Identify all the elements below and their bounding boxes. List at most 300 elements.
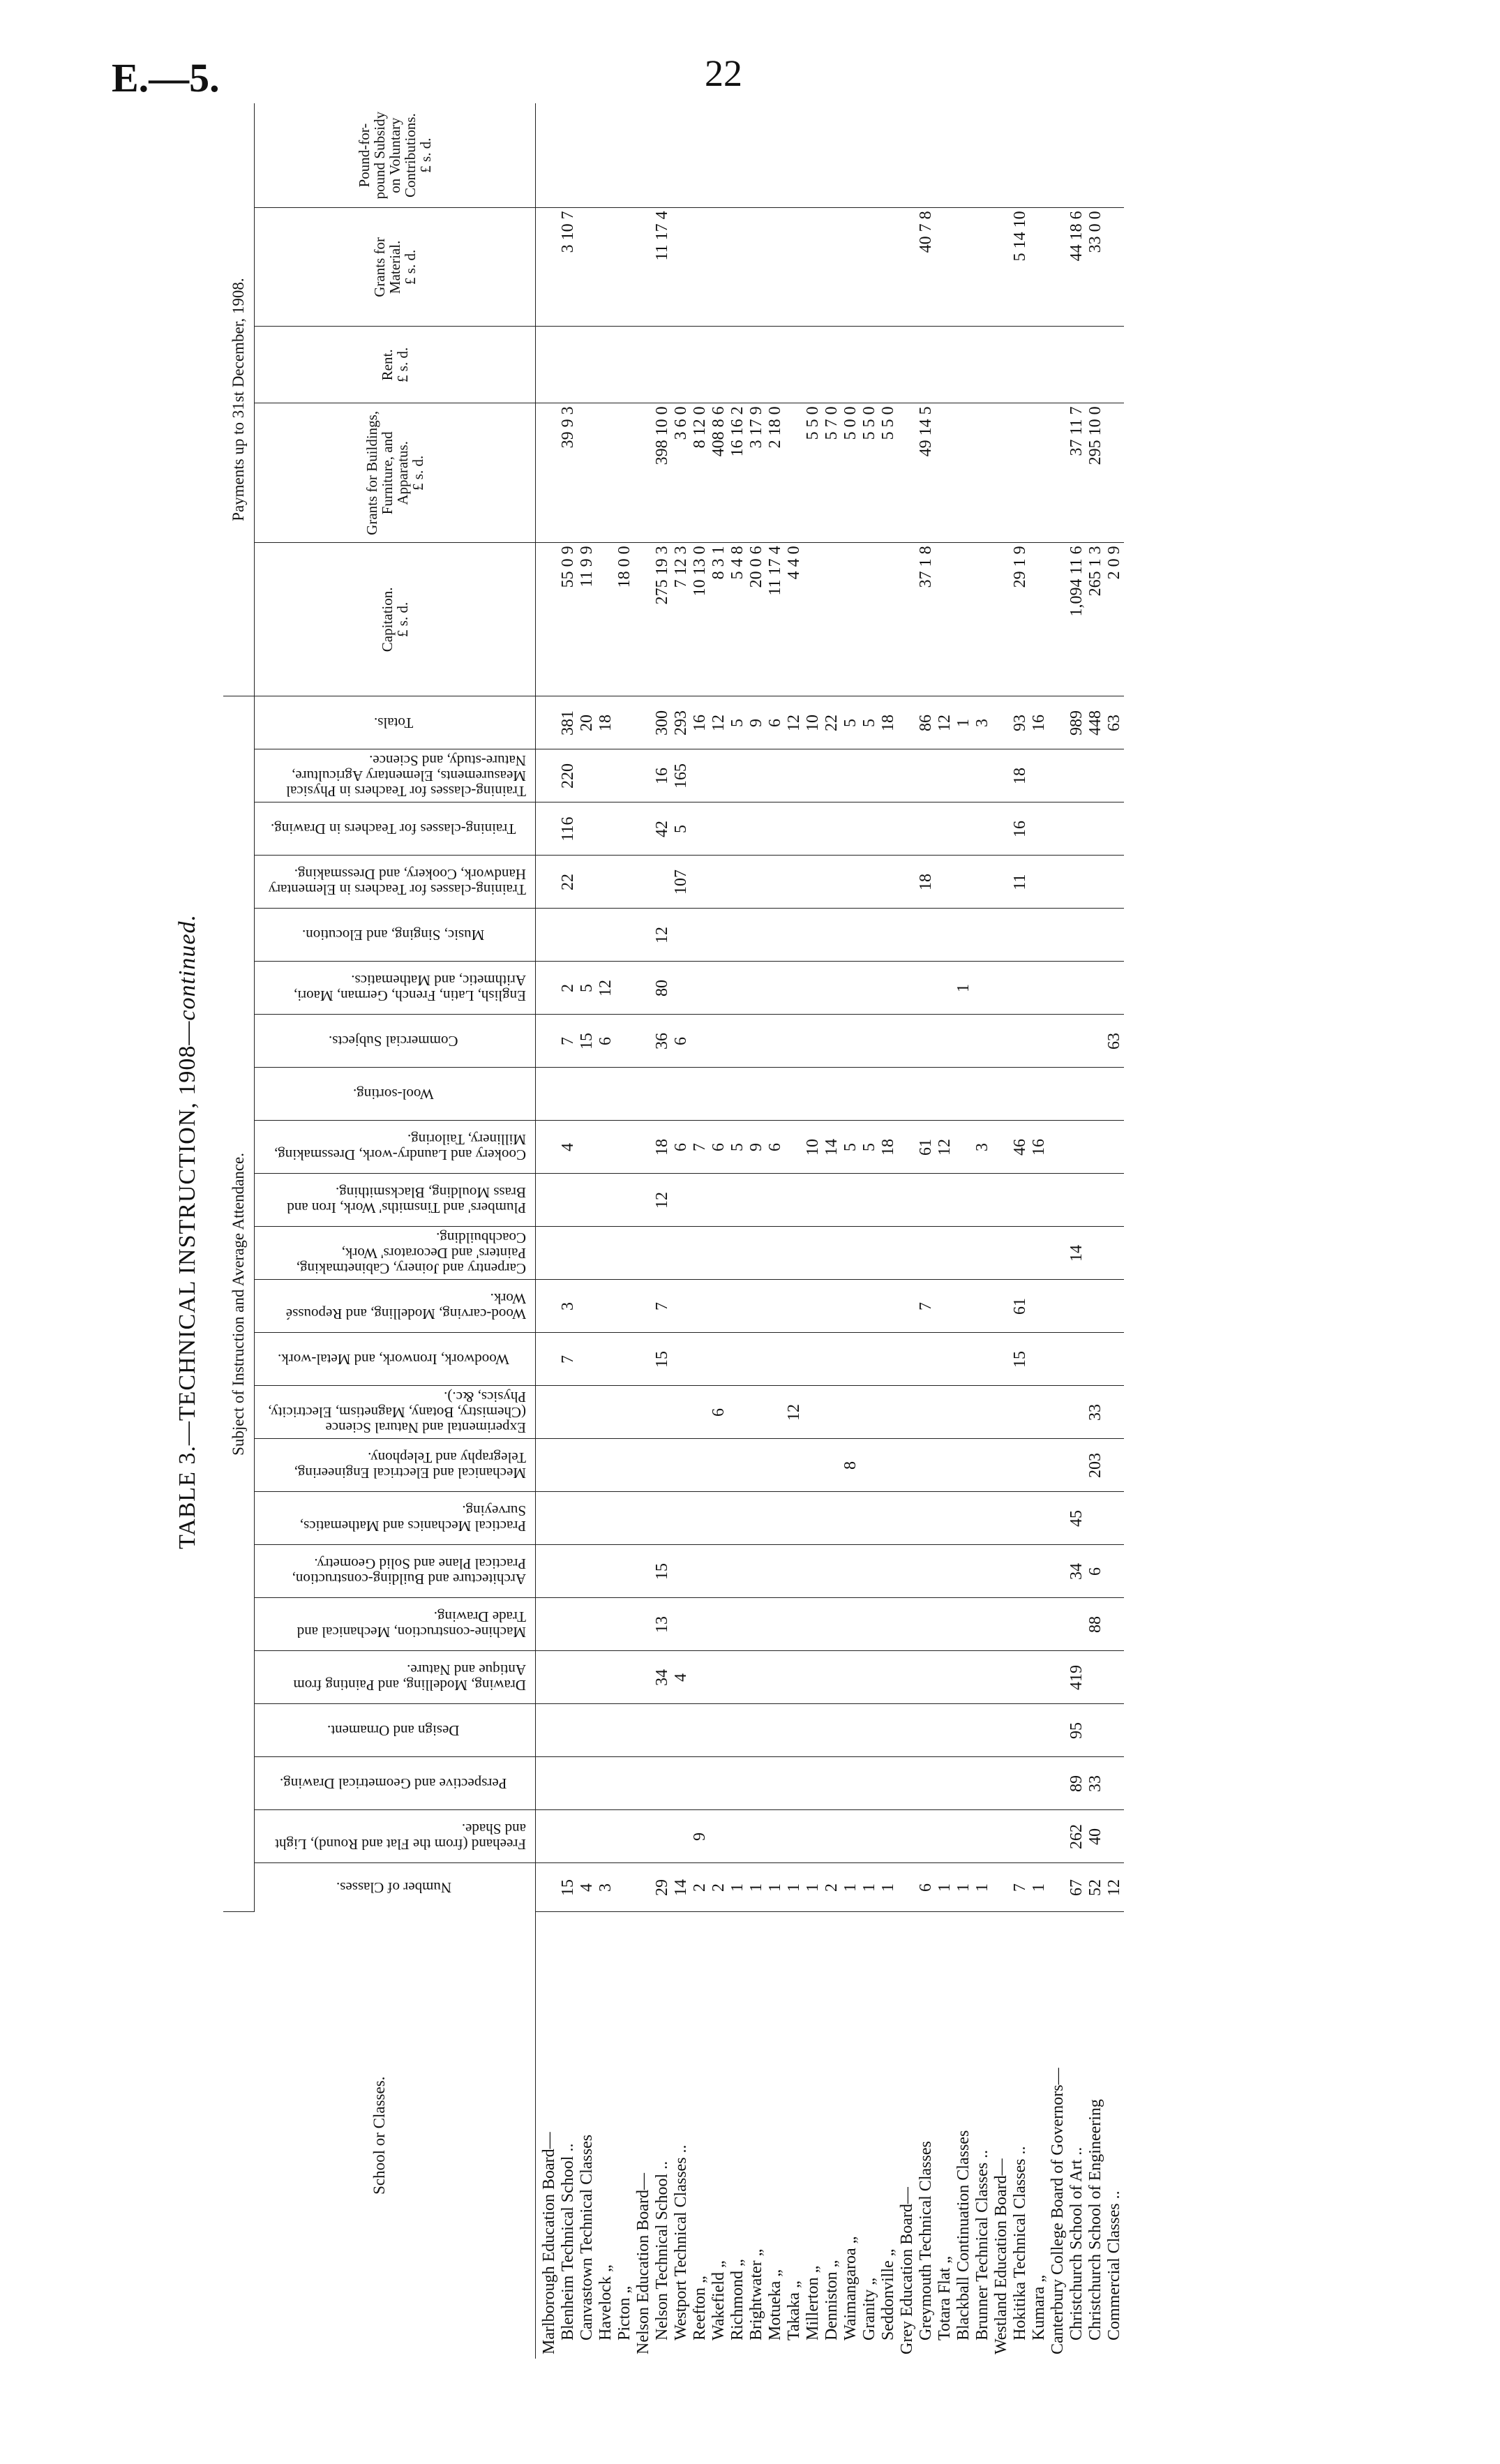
subject-attendance <box>1011 1704 1030 1757</box>
subject-attendance <box>1067 1386 1086 1439</box>
grants-material <box>578 208 597 327</box>
subject-attendance <box>973 1439 992 1492</box>
subject-attendance <box>597 1174 615 1227</box>
subject-attendance <box>597 1757 615 1810</box>
subject-attendance <box>634 1757 653 1810</box>
subject-attendance <box>597 1492 615 1545</box>
subject-attendance <box>823 1386 841 1439</box>
subject-attendance <box>578 802 597 856</box>
subject-attendance <box>879 1227 898 1280</box>
grants-buildings <box>1011 403 1030 543</box>
subject-attendance <box>879 1810 898 1863</box>
subject-attendance <box>973 1492 992 1545</box>
grants-material <box>898 208 917 327</box>
subject-attendance: 6 <box>597 1015 615 1068</box>
number-of-classes <box>615 1863 634 1912</box>
subject-attendance: 262 <box>1067 1810 1086 1863</box>
subject-attendance <box>898 1598 917 1651</box>
capitation: 8 3 1 <box>710 543 728 696</box>
subject-attendance <box>860 802 879 856</box>
subject-attendance <box>823 749 841 802</box>
subject-attendance <box>936 1598 954 1651</box>
subject-attendance <box>615 749 634 802</box>
subject-attendance <box>804 1704 823 1757</box>
school-name: Seddonville „ <box>879 2248 898 2340</box>
col-header-subject: Wool-sorting. <box>255 1068 536 1121</box>
subject-attendance <box>1049 1651 1067 1704</box>
grants-buildings <box>973 403 992 543</box>
subject-attendance <box>785 1121 804 1174</box>
grants-material <box>634 208 653 327</box>
subject-attendance: 7 <box>691 1121 710 1174</box>
subject-attendance <box>917 1068 936 1121</box>
subject-attendance <box>578 909 597 962</box>
subject-attendance <box>860 1439 879 1492</box>
number-of-classes: 29 <box>653 1863 672 1912</box>
grants-material <box>615 208 634 327</box>
subject-attendance <box>1067 1015 1086 1068</box>
pound-for-pound-subsidy <box>747 103 766 208</box>
subject-attendance <box>804 1386 823 1439</box>
school-name: Blenheim Technical School .. <box>559 2143 578 2340</box>
subject-attendance <box>1030 1386 1049 1439</box>
subject-attendance <box>559 909 578 962</box>
subject-attendance <box>1011 1068 1030 1121</box>
subject-attendance <box>860 1757 879 1810</box>
subject-attendance <box>804 749 823 802</box>
subject-attendance <box>1011 1757 1030 1810</box>
total-attendance <box>536 696 560 749</box>
subject-attendance <box>597 1333 615 1386</box>
school-name: Motueka „ <box>766 2269 785 2340</box>
capitation <box>936 543 954 696</box>
subject-attendance <box>898 962 917 1015</box>
subject-attendance <box>1049 1810 1067 1863</box>
subject-attendance <box>898 1810 917 1863</box>
subject-attendance <box>954 1227 973 1280</box>
subject-attendance <box>615 1545 634 1598</box>
pound-for-pound-subsidy <box>823 103 841 208</box>
subject-attendance <box>634 1439 653 1492</box>
subject-attendance: 80 <box>653 962 672 1015</box>
number-of-classes: 52 <box>1086 1863 1105 1912</box>
col-header-subject: Music, Singing, and Elocution. <box>255 909 536 962</box>
subject-attendance <box>804 1545 823 1598</box>
subject-attendance: 18 <box>917 856 936 909</box>
number-of-classes <box>634 1863 653 1912</box>
subject-attendance <box>536 1174 560 1227</box>
subject-attendance <box>785 1651 804 1704</box>
capitation: 5 4 8 <box>728 543 747 696</box>
subject-attendance <box>879 1545 898 1598</box>
grants-material <box>785 208 804 327</box>
subject-attendance: 63 <box>1105 1015 1124 1068</box>
subject-attendance <box>1030 1227 1049 1280</box>
col-header-subject: Carpentry and Joinery, Cabinetmaking, Painters' and Decorators' Work, Coachbuilding. <box>255 1227 536 1280</box>
school-name: Granity „ <box>860 2278 879 2340</box>
subject-attendance <box>973 1651 992 1704</box>
subject-attendance: 33 <box>1086 1386 1105 1439</box>
subject-attendance <box>1105 909 1124 962</box>
subject-attendance: 16 <box>1030 1121 1049 1174</box>
grants-buildings: 5 5 0 <box>860 403 879 543</box>
subject-attendance <box>785 856 804 909</box>
subject-attendance <box>615 1068 634 1121</box>
table-row <box>1030 103 1049 2359</box>
capitation <box>536 543 560 696</box>
grants-buildings: 295 10 0 <box>1086 403 1105 543</box>
subject-attendance <box>747 1492 766 1545</box>
capitation <box>1030 543 1049 696</box>
capitation <box>973 543 992 696</box>
subject-attendance <box>691 1280 710 1333</box>
grants-material <box>804 208 823 327</box>
pound-for-pound-subsidy <box>766 103 785 208</box>
subject-attendance <box>879 1015 898 1068</box>
grants-buildings: 49 14 5 <box>917 403 936 543</box>
technical-instruction-table <box>223 103 1124 2359</box>
subject-attendance: 36 <box>653 1015 672 1068</box>
subject-attendance: 6 <box>710 1121 728 1174</box>
subject-attendance <box>766 1015 785 1068</box>
subject-attendance <box>785 1227 804 1280</box>
subject-attendance <box>992 1545 1011 1598</box>
subject-attendance <box>672 909 691 962</box>
subject-attendance <box>672 1492 691 1545</box>
subject-attendance: 6 <box>766 1121 785 1174</box>
total-attendance: 20 <box>578 696 597 749</box>
grants-material <box>860 208 879 327</box>
capitation: 275 19 3 <box>653 543 672 696</box>
subject-attendance <box>936 1386 954 1439</box>
subject-attendance <box>634 856 653 909</box>
grants-material <box>597 208 615 327</box>
school-name: Marlborough Education Board— <box>540 2132 559 2354</box>
subject-attendance <box>823 856 841 909</box>
subject-attendance <box>728 856 747 909</box>
grants-buildings <box>954 403 973 543</box>
subject-attendance <box>1011 1174 1030 1227</box>
subject-attendance <box>728 1545 747 1598</box>
subject-attendance <box>1105 1492 1124 1545</box>
subject-attendance <box>1011 1439 1030 1492</box>
subject-attendance <box>1067 1439 1086 1492</box>
subject-attendance <box>898 1227 917 1280</box>
subject-attendance: 6 <box>1086 1545 1105 1598</box>
subject-attendance <box>1086 1227 1105 1280</box>
subject-attendance <box>747 1280 766 1333</box>
col-header-payment: Rent. £ s. d. <box>255 327 536 403</box>
subject-attendance <box>710 1068 728 1121</box>
subject-attendance <box>1086 909 1105 962</box>
subject-attendance <box>691 1174 710 1227</box>
subject-attendance: 2 <box>559 962 578 1015</box>
subject-attendance <box>936 1015 954 1068</box>
school-name: Grey Education Board— <box>898 2187 917 2354</box>
grants-material: 40 7 8 <box>917 208 936 327</box>
subject-attendance <box>578 749 597 802</box>
subject-attendance <box>728 1015 747 1068</box>
subject-attendance <box>898 802 917 856</box>
currency-units: £ s. d. <box>402 249 419 285</box>
subject-attendance <box>1105 1757 1124 1810</box>
grants-material <box>954 208 973 327</box>
subject-attendance <box>1105 1651 1124 1704</box>
subject-attendance <box>578 1333 597 1386</box>
subject-attendance <box>1086 1704 1105 1757</box>
subject-attendance <box>936 1757 954 1810</box>
subject-attendance <box>841 1333 860 1386</box>
total-attendance: 293 <box>672 696 691 749</box>
subject-attendance <box>917 1174 936 1227</box>
subject-attendance <box>973 1810 992 1863</box>
subject-attendance <box>747 1227 766 1280</box>
table-row <box>710 103 728 2359</box>
rent <box>691 327 710 403</box>
total-attendance: 1 <box>954 696 973 749</box>
subject-attendance <box>785 1068 804 1121</box>
grants-material <box>992 208 1011 327</box>
subject-attendance <box>954 1757 973 1810</box>
subject-attendance <box>691 1598 710 1651</box>
subject-attendance <box>766 1068 785 1121</box>
subject-attendance <box>1067 802 1086 856</box>
grants-material <box>936 208 954 327</box>
subject-attendance <box>804 1174 823 1227</box>
subject-attendance <box>559 1598 578 1651</box>
grants-buildings <box>1030 403 1049 543</box>
subject-attendance <box>954 1492 973 1545</box>
subject-attendance <box>917 1015 936 1068</box>
subject-attendance <box>954 1068 973 1121</box>
subject-attendance <box>879 1333 898 1386</box>
grants-material <box>766 208 785 327</box>
subject-attendance <box>1011 1492 1030 1545</box>
subject-attendance <box>992 749 1011 802</box>
subject-attendance <box>1086 962 1105 1015</box>
subject-attendance <box>879 1439 898 1492</box>
subject-attendance <box>597 1810 615 1863</box>
school-name: Kumara „ <box>1030 2275 1049 2340</box>
capitation <box>879 543 898 696</box>
subject-attendance <box>691 1439 710 1492</box>
table-row <box>841 103 860 2359</box>
capitation: 37 1 8 <box>917 543 936 696</box>
capitation <box>992 543 1011 696</box>
pound-for-pound-subsidy <box>1086 103 1105 208</box>
number-of-classes: 1 <box>936 1863 954 1912</box>
subject-attendance <box>936 909 954 962</box>
subject-attendance <box>597 1598 615 1651</box>
subject-attendance <box>597 1439 615 1492</box>
pound-for-pound-subsidy <box>1105 103 1124 208</box>
subject-attendance <box>823 1280 841 1333</box>
subject-attendance <box>615 1121 634 1174</box>
rent <box>559 327 578 403</box>
grants-material <box>823 208 841 327</box>
subject-attendance <box>785 1174 804 1227</box>
subject-attendance <box>973 1068 992 1121</box>
subject-attendance <box>728 1386 747 1439</box>
col-header-subject: Mechanical and Electrical Engineering, Telegraphy and Telephony. <box>255 1439 536 1492</box>
subject-attendance <box>1030 1704 1049 1757</box>
capitation: 7 12 3 <box>672 543 691 696</box>
subject-attendance <box>710 1333 728 1386</box>
subject-attendance <box>804 1439 823 1492</box>
subject-attendance <box>1011 909 1030 962</box>
grants-buildings <box>1049 403 1067 543</box>
pound-for-pound-subsidy <box>879 103 898 208</box>
subject-attendance: 34 <box>653 1651 672 1704</box>
rent <box>992 327 1011 403</box>
subject-attendance <box>691 856 710 909</box>
subject-attendance <box>710 1227 728 1280</box>
number-of-classes: 3 <box>597 1863 615 1912</box>
rent <box>728 327 747 403</box>
subject-attendance <box>936 1492 954 1545</box>
subject-attendance: 34 <box>1067 1545 1086 1598</box>
table-row <box>936 103 954 2359</box>
subject-attendance <box>1086 1174 1105 1227</box>
subject-attendance <box>973 1704 992 1757</box>
number-of-classes: 1 <box>747 1863 766 1912</box>
col-header-subject: Training-classes for Teachers in Physical Measurements, Elementary Agriculture, Nature-study, and Science. <box>255 749 536 802</box>
subject-attendance <box>860 1545 879 1598</box>
table-row <box>1049 103 1067 2359</box>
subject-attendance <box>766 1545 785 1598</box>
pound-for-pound-subsidy <box>973 103 992 208</box>
subject-attendance <box>992 1439 1011 1492</box>
subject-attendance: 419 <box>1067 1651 1086 1704</box>
subject-attendance <box>823 1439 841 1492</box>
subject-attendance <box>1086 1651 1105 1704</box>
rent <box>1011 327 1030 403</box>
subject-attendance <box>691 1757 710 1810</box>
subject-attendance <box>992 1757 1011 1810</box>
subject-attendance: 15 <box>653 1333 672 1386</box>
subject-attendance: 3 <box>973 1121 992 1174</box>
col-header-subject: Plumbers' and Tinsmiths' Work, Iron and Brass Moulding, Blacksmithing. <box>255 1174 536 1227</box>
subject-attendance: 18 <box>1011 749 1030 802</box>
subject-attendance <box>1086 1068 1105 1121</box>
subject-attendance <box>747 1704 766 1757</box>
subject-attendance <box>879 1704 898 1757</box>
subject-attendance <box>1067 1598 1086 1651</box>
capitation <box>804 543 823 696</box>
rent <box>917 327 936 403</box>
school-name: Takaka „ <box>785 2280 804 2340</box>
subject-attendance <box>992 1174 1011 1227</box>
subject-attendance <box>898 856 917 909</box>
subject-attendance <box>1049 1598 1067 1651</box>
subject-attendance <box>1067 856 1086 909</box>
subject-attendance <box>634 1068 653 1121</box>
subject-attendance: 14 <box>1067 1227 1086 1280</box>
grants-buildings: 5 0 0 <box>841 403 860 543</box>
grants-buildings <box>992 403 1011 543</box>
subject-attendance <box>653 1386 672 1439</box>
subject-attendance <box>841 1174 860 1227</box>
subject-attendance <box>1067 1333 1086 1386</box>
total-attendance <box>898 696 917 749</box>
subject-attendance <box>823 962 841 1015</box>
subject-attendance <box>823 1068 841 1121</box>
grants-buildings: 5 5 0 <box>804 403 823 543</box>
subject-attendance <box>917 1810 936 1863</box>
table-row <box>917 103 936 2359</box>
subject-attendance <box>728 1810 747 1863</box>
subject-attendance <box>536 1651 560 1704</box>
subject-attendance <box>710 802 728 856</box>
subject-attendance <box>804 1015 823 1068</box>
subject-attendance <box>992 856 1011 909</box>
table-row <box>691 103 710 2359</box>
subject-attendance <box>634 1704 653 1757</box>
school-name: Havelock „ <box>597 2264 615 2340</box>
subject-attendance <box>804 1810 823 1863</box>
subject-attendance: 3 <box>559 1280 578 1333</box>
subject-attendance <box>559 1545 578 1598</box>
subject-attendance <box>634 1015 653 1068</box>
col-header-subject: Totals. <box>255 696 536 749</box>
subject-attendance <box>1030 1757 1049 1810</box>
subject-attendance <box>917 1651 936 1704</box>
school-name: Brightwater „ <box>747 2248 766 2340</box>
rent <box>1105 327 1124 403</box>
pound-for-pound-subsidy <box>1049 103 1067 208</box>
subject-attendance <box>597 909 615 962</box>
table-row <box>615 103 634 2359</box>
capitation: 29 1 9 <box>1011 543 1030 696</box>
table-row <box>954 103 973 2359</box>
pound-for-pound-subsidy <box>785 103 804 208</box>
subject-attendance <box>898 1545 917 1598</box>
subject-attendance <box>973 1227 992 1280</box>
subject-attendance <box>973 1386 992 1439</box>
subject-attendance <box>954 1386 973 1439</box>
subject-attendance <box>879 749 898 802</box>
subject-attendance <box>615 1598 634 1651</box>
pound-for-pound-subsidy <box>710 103 728 208</box>
subject-attendance <box>879 1757 898 1810</box>
subject-attendance <box>710 1015 728 1068</box>
subject-attendance <box>691 1651 710 1704</box>
grants-material <box>691 208 710 327</box>
subject-attendance <box>804 1492 823 1545</box>
grants-buildings: 16 16 2 <box>728 403 747 543</box>
capitation <box>597 543 615 696</box>
subject-attendance <box>578 1280 597 1333</box>
subject-attendance <box>917 909 936 962</box>
table-title-continued: continued. <box>174 914 200 1021</box>
number-of-classes: 1 <box>1030 1863 1049 1912</box>
subject-attendance: 89 <box>1067 1757 1086 1810</box>
grants-buildings: 5 7 0 <box>823 403 841 543</box>
subject-attendance <box>992 802 1011 856</box>
subject-attendance <box>992 1651 1011 1704</box>
subject-attendance <box>954 1545 973 1598</box>
total-attendance: 5 <box>860 696 879 749</box>
grants-buildings: 39 9 3 <box>559 403 578 543</box>
subject-attendance <box>860 1015 879 1068</box>
subject-attendance <box>1049 1174 1067 1227</box>
grants-buildings: 408 8 6 <box>710 403 728 543</box>
subject-attendance <box>1086 1121 1105 1174</box>
subject-attendance <box>615 802 634 856</box>
pound-for-pound-subsidy <box>954 103 973 208</box>
subject-attendance <box>879 1598 898 1651</box>
rent <box>898 327 917 403</box>
